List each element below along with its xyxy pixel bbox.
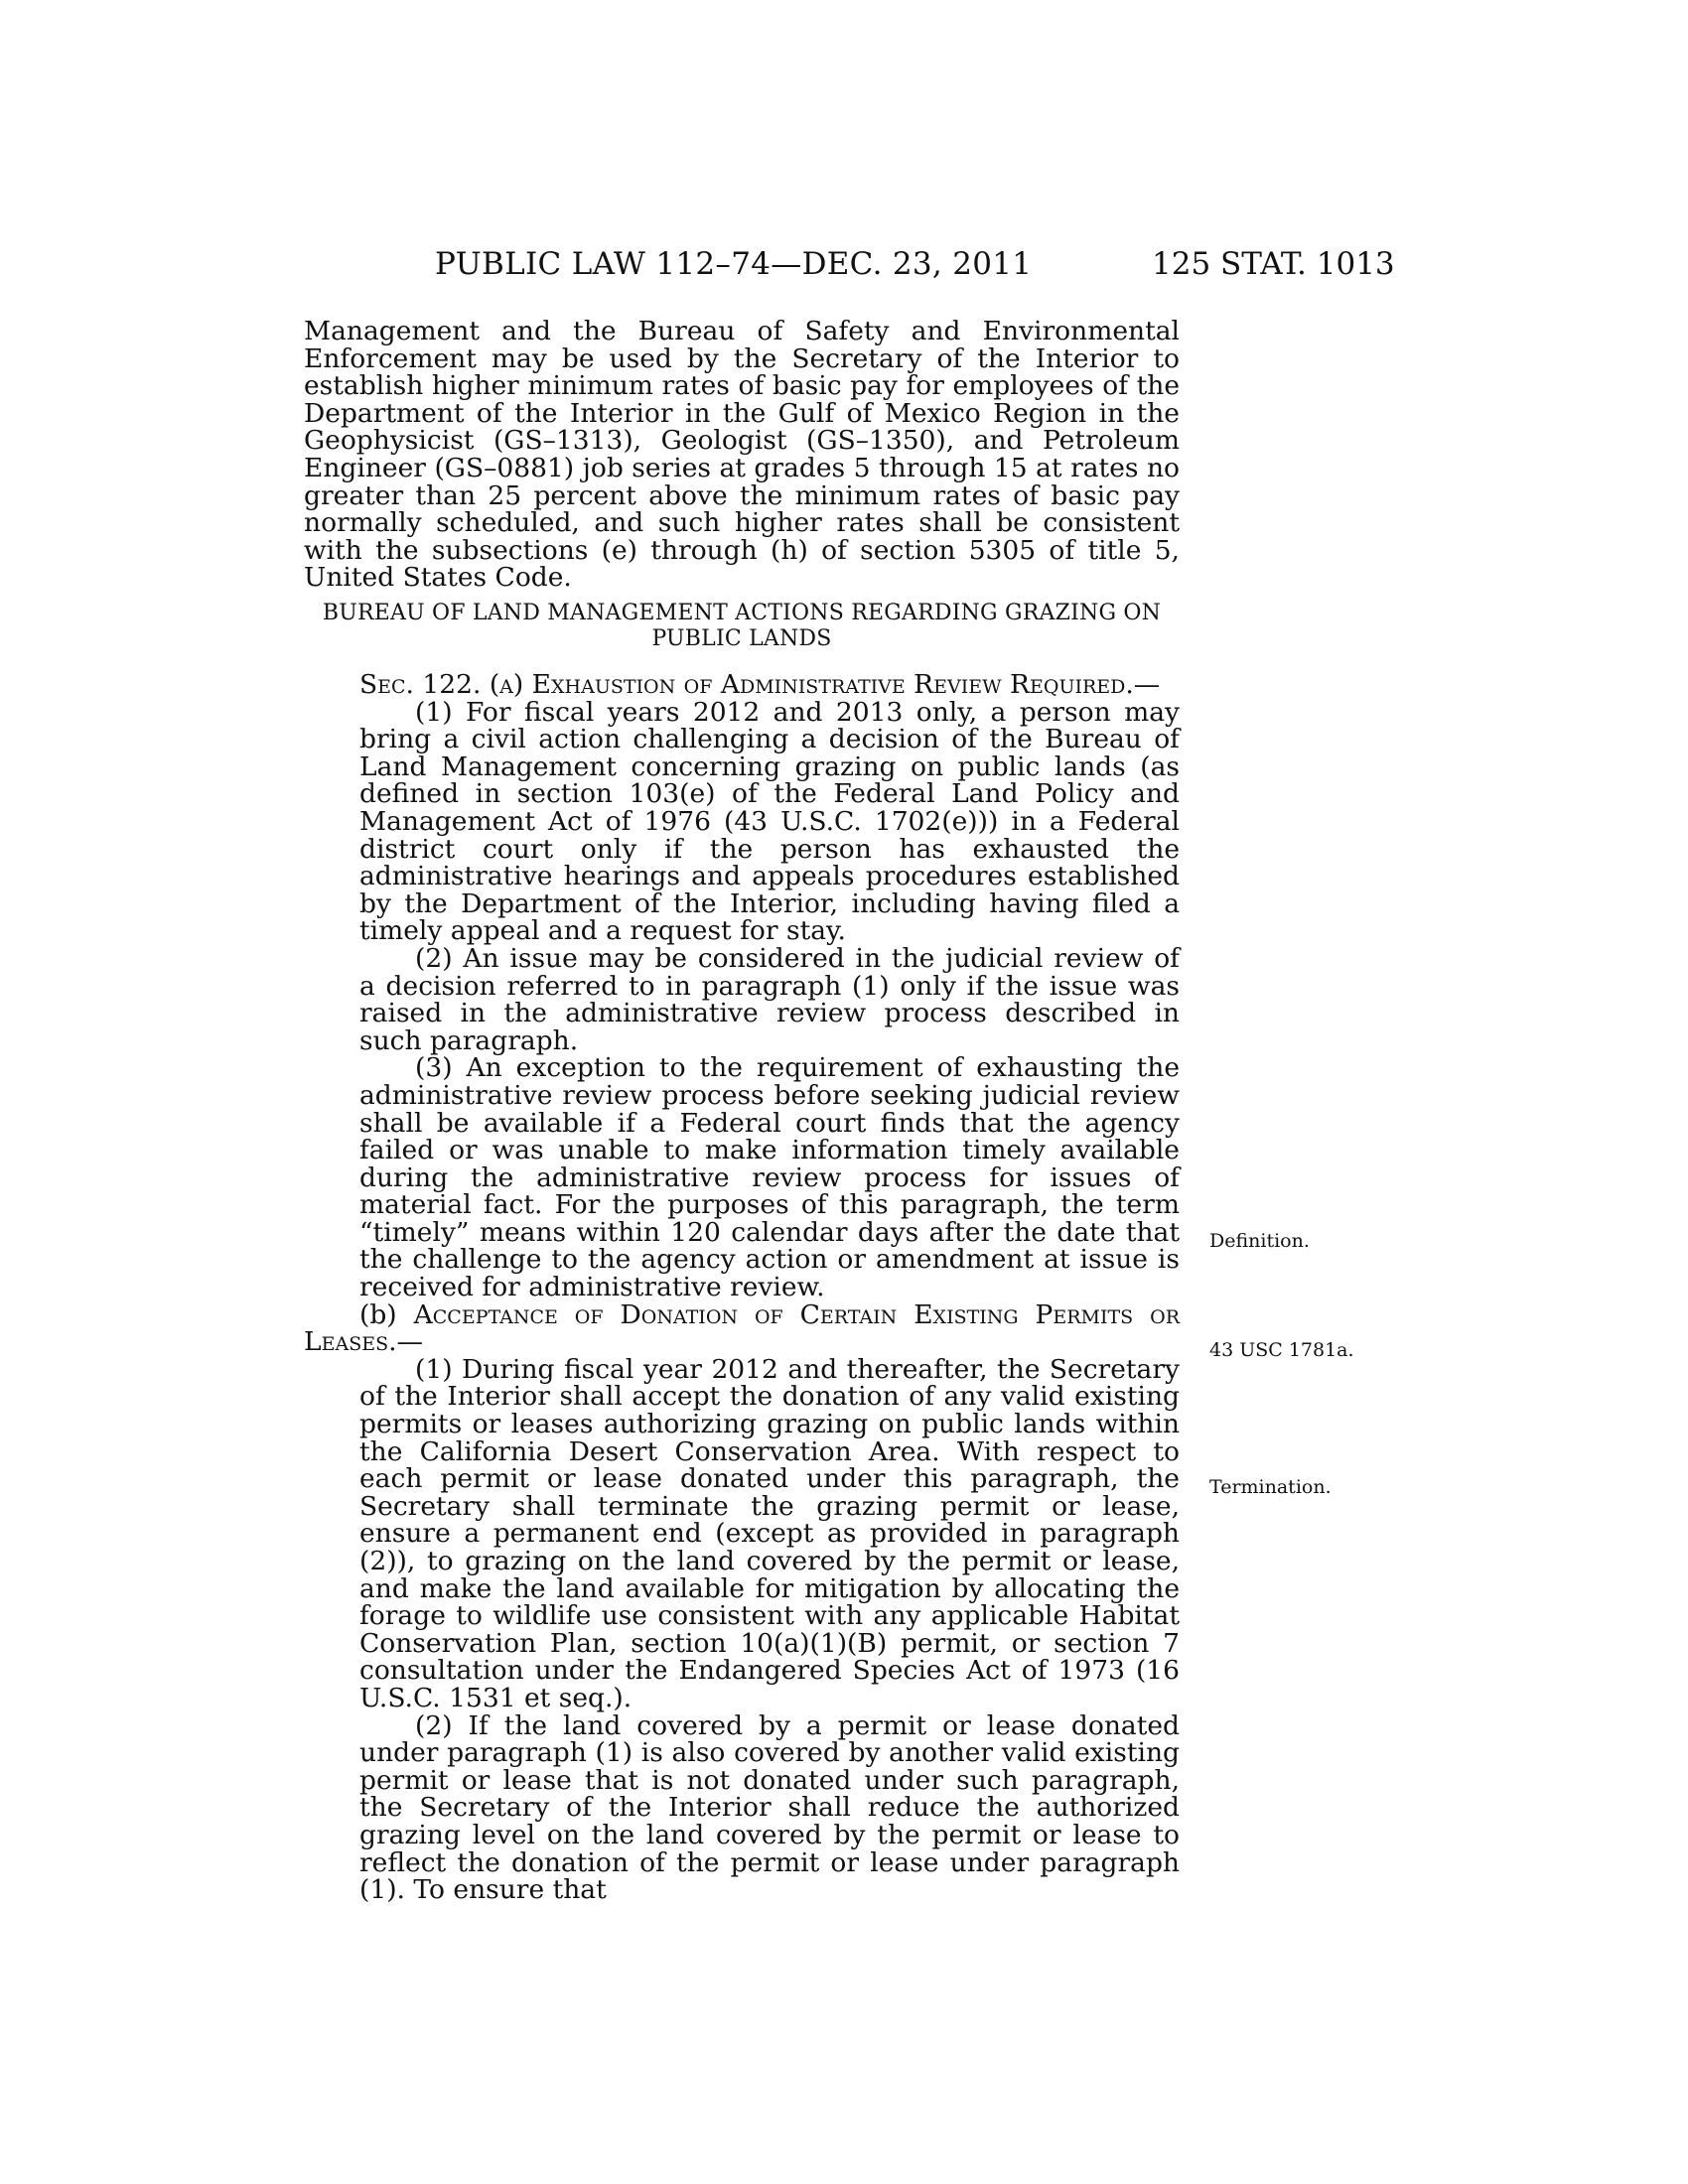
section-number: Sec. 122. (a): [359, 669, 524, 700]
section-heading-line-1: BUREAU OF LAND MANAGEMENT ACTIONS REGARDING GRAZING ON: [322, 601, 1162, 625]
paragraph-a3: (3) An exception to the requirement of exhausting the administrative review process before seeking judicial review shall be available if a Federal court finds that the agency failed or was unable to make information timely available during the administrative review process for issues of material fact. For the purposes of this paragraph, the term “timely” means within 120 calendar days after the date that the challenge to the agency action or amendment at issue is received for administrative review.: [359, 1052, 1180, 1303]
paragraph-a1: (1) For fiscal years 2012 and 2013 only, a person may bring a civil action challenging a decision of the Bureau of Land Management concerning grazing on public lands (as defined in section 103(e) of the Federal Land Policy and Management Act of 1976 (43 U.S.C. 1702(e))) in a Federal district court only if the person has exhausted the administrative hearings and appeals procedures established by the Department of the Interior, including having filed a timely appeal and a request for stay.: [359, 696, 1180, 947]
subsection-a-title: Exhaustion of Administrative Review Required.—: [531, 669, 1161, 700]
paragraph-a2: (2) An issue may be considered in the judicial review of a decision referred to in paragraph (1) only if the issue was raised in the administrative review process described in such paragraph.: [359, 942, 1180, 1056]
section-heading: [304, 601, 1180, 652]
intro-paragraph: Management and the Bureau of Safety and Environmental Enforcement may be used by the Secretary of the Interior to establish higher minimum rates of basic pay for employees of the Department of the Interior in the Gulf of Mexico Region in the Geophysicist (GS–1313), Geologist (GS–1350), and Petroleum Engineer (GS–0881) job series at grades 5 through 15 at rates no greater than 25 percent above the minimum rates of basic pay normally scheduled, and such higher rates shall be consistent with the subsections (e) through (h) of section 5305 of title 5, United States Code.: [304, 316, 1180, 594]
intro-block: [304, 318, 1180, 592]
section-heading-line-2: PUBLIC LANDS: [651, 626, 832, 651]
section-122-body: [304, 671, 1180, 1904]
paragraph-b2: (2) If the land covered by a permit or lease donated under paragraph (1) is also covered by another valid existing permit or lease that is not donated under such paragraph, the Secretary of the Interior shall reduce the authorized grazing level on the land covered by the permit or lease to reflect the donation of the permit or lease under paragraph (1). To ensure that: [359, 1709, 1180, 1906]
statute-page-number: 125 STAT. 1013: [1152, 246, 1395, 282]
paragraph-b1: (1) During fiscal year 2012 and thereafter, the Secretary of the Interior shall accept the donation of any valid existing permits or leases authorizing grazing on public lands within the California Desert Conservation Area. With respect to each permit or lease donated under this paragraph, the Secretary shall terminate the grazing permit or lease, ensure a permanent end (except as provided in paragraph (2)), to grazing on the land covered by the permit or lease, and make the land available for mitigation by allocating the forage to wildlife use consistent with any applicable Habitat Conservation Plan, section 10(a)(1)(B) permit, or section 7 consultation under the Endangered Species Act of 1973 (16 U.S.C. 1531 et seq.).: [359, 1353, 1180, 1713]
subsection-b-title: Acceptance of Donation of Certain Existing Permits or Leases.—: [304, 1298, 1180, 1358]
margin-note-definition: Definition.: [1209, 1230, 1310, 1252]
margin-note-termination: Termination.: [1209, 1476, 1332, 1498]
subsection-b-heading: [304, 1298, 1180, 1358]
subsection-a-heading: [304, 671, 1180, 699]
margin-note-usc-citation: 43 USC 1781a.: [1209, 1339, 1354, 1361]
subsection-b-label: (b): [359, 1298, 397, 1330]
running-header-title: PUBLIC LAW 112–74—DEC. 23, 2011: [435, 246, 1033, 282]
